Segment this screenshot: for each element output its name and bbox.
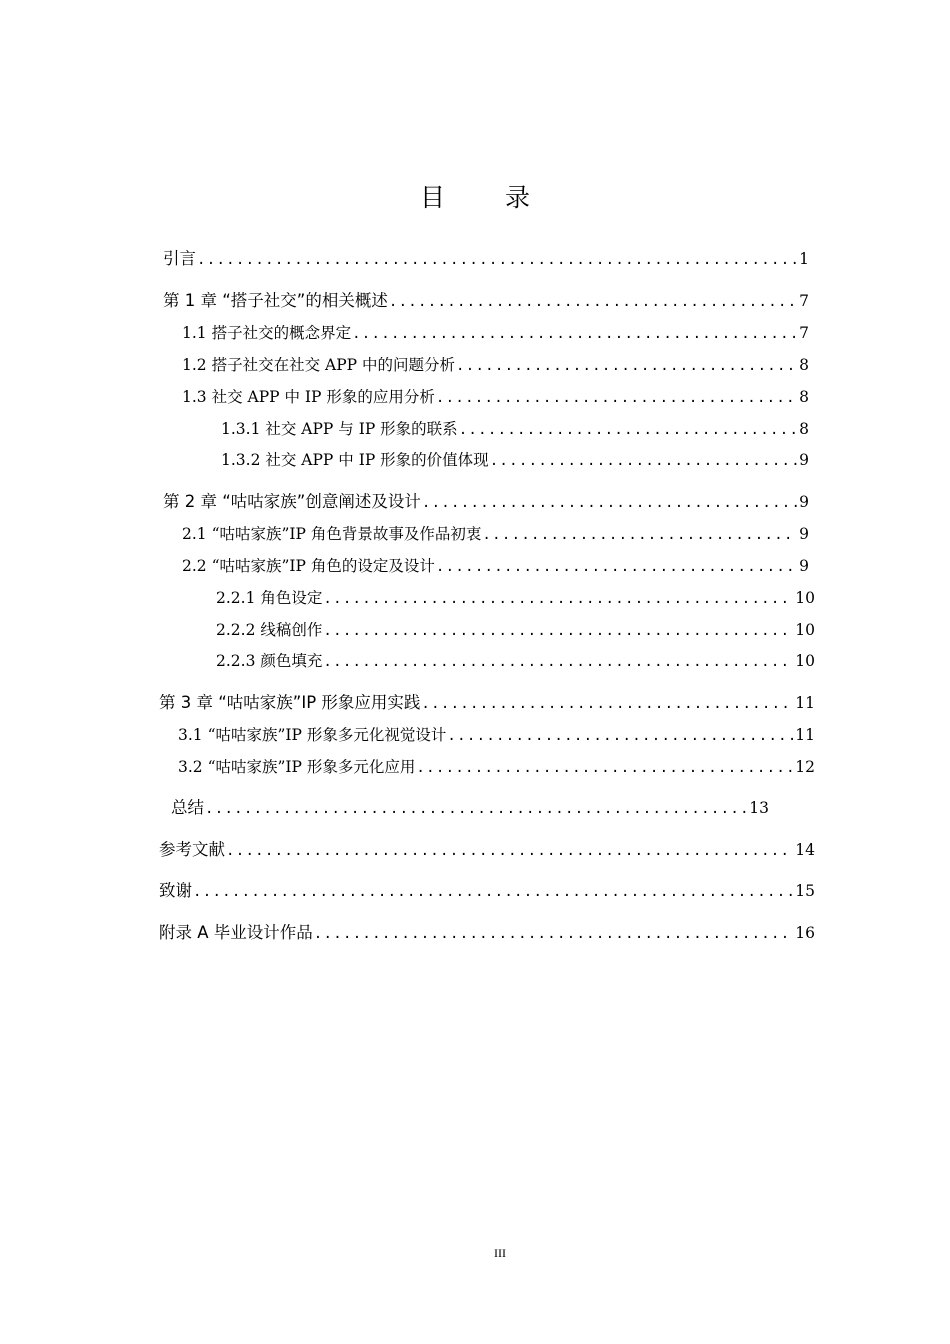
toc-entry-label: 2.2.3 颜色填充 (216, 652, 323, 670)
dot-leader (416, 756, 793, 779)
toc-entry-label: 2.2 “咕咕家族”IP 角色的设定及设计 (182, 557, 435, 575)
dot-leader (436, 386, 797, 409)
toc-entry-page: 1 (799, 250, 809, 268)
toc-entry-page: 15 (795, 882, 815, 900)
toc-entry-label: 1.2 搭子社交在社交 APP 中的问题分析 (182, 356, 455, 374)
dot-leader (352, 322, 797, 345)
dot-leader (447, 724, 793, 747)
toc-entry-label: 2.2.2 线稿创作 (216, 621, 323, 639)
dot-leader (459, 418, 797, 441)
toc-entry-1-2[interactable] (182, 353, 809, 377)
toc-entry-1-3-2[interactable] (221, 448, 809, 472)
dot-leader (422, 491, 797, 514)
dot-leader (226, 839, 793, 862)
toc-entry-label: 第 2 章 “咕咕家族”创意阐述及设计 (163, 492, 421, 511)
toc-entry-page: 11 (795, 694, 815, 712)
dot-leader (197, 248, 797, 271)
toc-entry-1-1[interactable] (182, 321, 809, 345)
toc-entry-label: 第 1 章 “搭子社交”的相关概述 (163, 291, 388, 310)
toc-entry-label: 第 3 章 “咕咕家族”IP 形象应用实践 (159, 693, 421, 712)
toc-entry-2-1[interactable] (182, 522, 809, 546)
toc-entry-page: 8 (799, 420, 809, 438)
page-number: III (494, 1246, 506, 1260)
toc-entry-acknowledgements[interactable] (159, 879, 815, 903)
toc-entry-chapter-1[interactable] (163, 289, 809, 313)
toc-entry-summary[interactable] (171, 796, 769, 820)
toc-entry-label: 1.3.2 社交 APP 中 IP 形象的价值体现 (221, 451, 489, 469)
toc-entry-references[interactable] (159, 838, 815, 862)
toc-entry-introduction[interactable] (163, 247, 809, 271)
dot-leader (205, 797, 747, 820)
toc-entry-page: 10 (795, 621, 815, 639)
toc-entry-label: 1.3.1 社交 APP 与 IP 形象的联系 (221, 420, 458, 438)
toc-entry-label: 引言 (163, 249, 196, 268)
dot-leader (323, 587, 793, 610)
toc-entry-page: 10 (795, 589, 815, 607)
toc-entry-page: 11 (795, 726, 815, 744)
toc-entry-label: 3.2 “咕咕家族”IP 形象多元化应用 (178, 758, 416, 776)
toc-entry-page: 10 (795, 652, 815, 670)
toc-entry-page: 16 (795, 924, 815, 942)
toc-entry-label: 2.2.1 角色设定 (216, 589, 323, 607)
toc-entry-chapter-3[interactable] (159, 691, 815, 715)
toc-entry-page: 8 (799, 388, 809, 406)
toc-entry-chapter-2[interactable] (163, 490, 809, 514)
dot-leader (421, 692, 793, 715)
dot-leader (490, 449, 797, 472)
toc-entry-label: 1.1 搭子社交的概念界定 (182, 324, 352, 342)
toc-entry-page: 12 (795, 758, 815, 776)
toc-entry-page: 9 (799, 525, 809, 543)
toc-entry-2-2[interactable] (182, 554, 809, 578)
toc-entry-appendix-a[interactable] (159, 921, 815, 945)
toc-entry-label: 致谢 (159, 881, 192, 900)
toc-entry-label: 3.1 “咕咕家族”IP 形象多元化视觉设计 (178, 726, 447, 744)
toc-entry-3-1[interactable] (178, 723, 815, 747)
toc-entry-page: 14 (795, 841, 815, 859)
toc-entry-2-2-1[interactable] (216, 586, 815, 610)
toc-entry-1-3[interactable] (182, 385, 809, 409)
toc-entry-page: 7 (799, 324, 809, 342)
dot-leader (482, 523, 797, 546)
dot-leader (389, 290, 797, 313)
toc-entry-2-2-3[interactable] (216, 649, 815, 673)
toc-entry-page: 8 (799, 356, 809, 374)
toc-entry-page: 9 (799, 557, 809, 575)
toc-title: 目 录 (420, 183, 556, 212)
toc-entry-label: 附录 A 毕业设计作品 (159, 923, 313, 942)
toc-entry-page: 13 (749, 799, 769, 817)
dot-leader (323, 619, 793, 642)
dot-leader (436, 555, 797, 578)
toc-entry-3-2[interactable] (178, 755, 815, 779)
dot-leader (456, 354, 797, 377)
toc-entry-label: 1.3 社交 APP 中 IP 形象的应用分析 (182, 388, 435, 406)
dot-leader (193, 880, 793, 903)
toc-entry-2-2-2[interactable] (216, 618, 815, 642)
toc-entry-label: 参考文献 (159, 840, 225, 859)
toc-entry-label: 总结 (171, 798, 204, 817)
dot-leader (314, 922, 793, 945)
toc-entry-label: 2.1 “咕咕家族”IP 角色背景故事及作品初衷 (182, 525, 482, 543)
toc-entry-page: 9 (799, 493, 809, 511)
toc-entry-page: 9 (799, 451, 809, 469)
toc-entry-1-3-1[interactable] (221, 417, 809, 441)
toc-entry-page: 7 (799, 292, 809, 310)
dot-leader (323, 650, 793, 673)
